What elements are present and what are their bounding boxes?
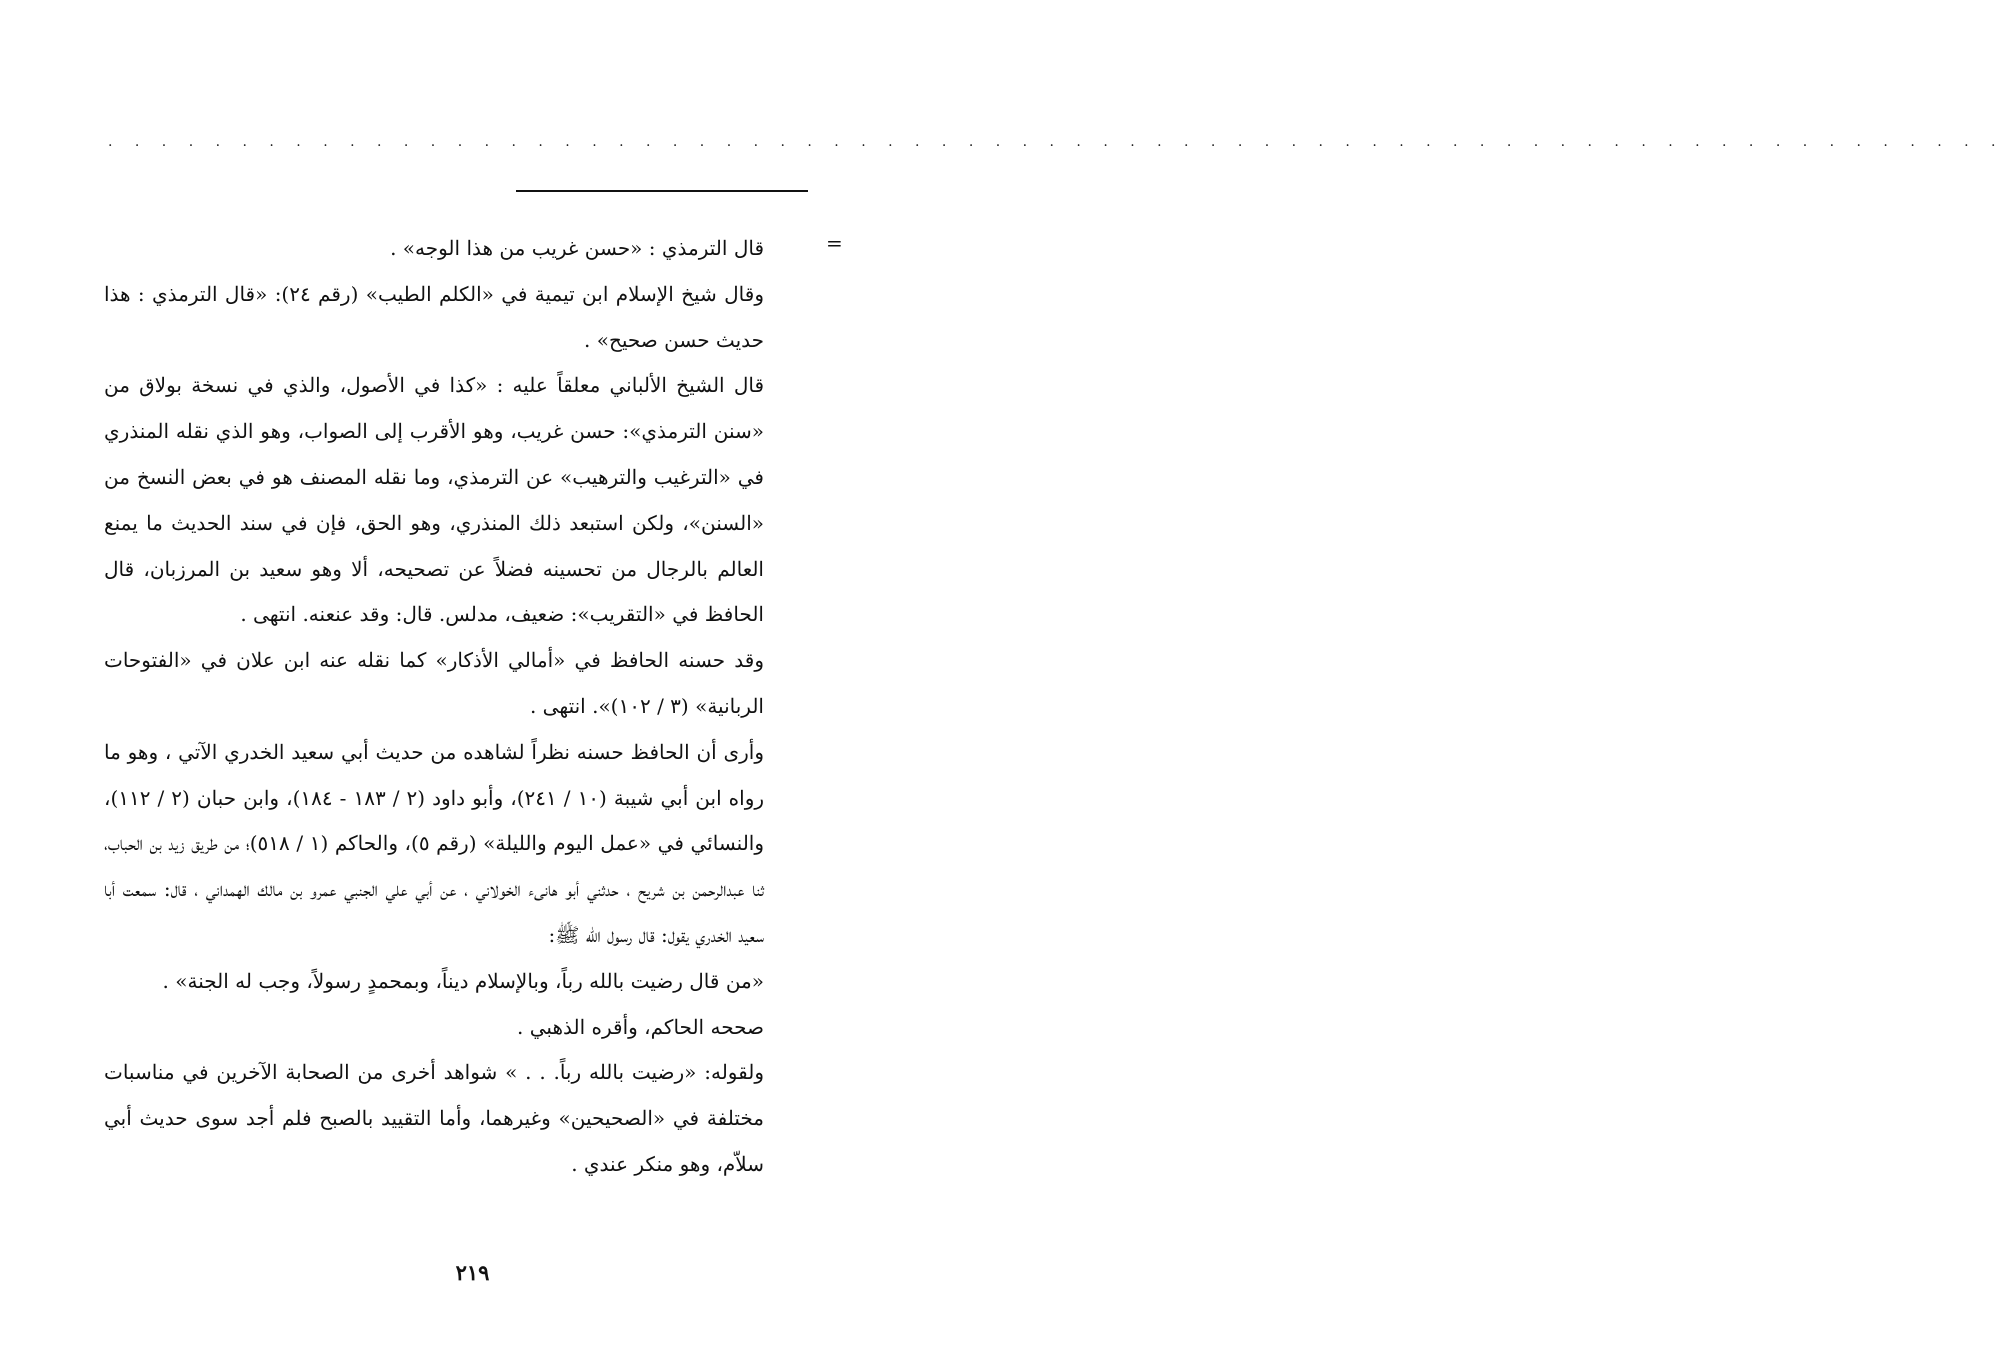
paragraph-albani-comment: قال الشيخ الألباني معلقاً عليه : «كذا في الأصول، والذي في نسخة بولاق من «سنن الترمذي»: حسن غريب، وهو الأقرب إلى الصواب، وهو الذي نقله المنذري في «الترغيب والترهيب» عن الترمذي، وما نقله المصنف هو في بعض النسخ من «السنن»، ولكن استبعد ذلك المنذري، وهو الحق، فإن في سند الحديث ما يمنع العالم بالرجال من تحسينه فضلاً عن تصحيحه، ألا وهو سعيد بن المرزبان، قال الحافظ في «التقريب»: ضعيف، مدلس. قال: وقد عنعنه. انتهى . bbox=[104, 373, 764, 627]
paragraph-other-witnesses: ولقوله: «رضيت بالله رباً. . . » شواهد أخرى من الصحابة الآخرين في مناسبات مختلفة في «الصحيحين» وغيرهما، وأما التقييد بالصبح فلم أجد سوى حديث أبي سلاّم، وهو منكر عندي . bbox=[104, 1060, 764, 1176]
footnote-separator-line bbox=[516, 190, 808, 192]
paragraph-tirmidhi-ruling: قال الترمذي : «حسن غريب من هذا الوجه» . bbox=[390, 236, 764, 260]
page-number: ٢١٩ bbox=[455, 1260, 490, 1285]
continuation-mark: = bbox=[826, 231, 843, 255]
paragraph-hadith-text: «من قال رضيت بالله رباً، وبالإسلام ديناً، وبمحمدٍ رسولاً، وجب له الجنة» . bbox=[162, 968, 764, 993]
paragraph-ibn-taymiyyah: وقال شيخ الإسلام ابن تيمية في «الكلم الطيب» (رقم ٢٤): «قال الترمذي : هذا حديث حسن صحيح» . bbox=[104, 281, 764, 352]
paragraph-hafiz-amali: وقد حسنه الحافظ في «أمالي الأذكار» كما نقله عنه ابن علان في «الفتوحات الربانية» (٣ / ١٠٢)». انتهى . bbox=[104, 648, 764, 718]
footnote-body bbox=[104, 226, 764, 1188]
paragraph-supporting-narration: وأرى أن الحافظ حسنه نظراً لشاهده من حديث أبي سعيد الخدري الآتي ، وهو ما رواه ابن أبي شيبة (١٠ / ٢٤١)، وأبو داود (٢ / ١٨٣ - ١٨٤)، وابن حبان (٢ / ١١٢)، والنسائي في «عمل اليوم والليلة» (رقم ٥)، والحاكم (١ / ٥١٨)؛ من طريق زيد بن الحباب، ثنا عبدالرحمن بن شريح ، حدثني أبو هانىء الخولاني ، عن أبي علي الجنبي عمرو بن مالك الهمداني ، قال: سمعت أبا سعيد الخدري يقول: قال رسول الله ﷺ: bbox=[104, 739, 765, 947]
paragraph-hakim-authentication: صححه الحاكم، وأقره الذهبي . bbox=[517, 1014, 764, 1039]
dot-leader: . . . . . . . . . . . . . . . . . . . . . . . . . . . . . . . . . . . . . . . . . . . . . . . . . . . . . . . . . . . . . . . . . . . . . . . bbox=[108, 134, 2004, 150]
